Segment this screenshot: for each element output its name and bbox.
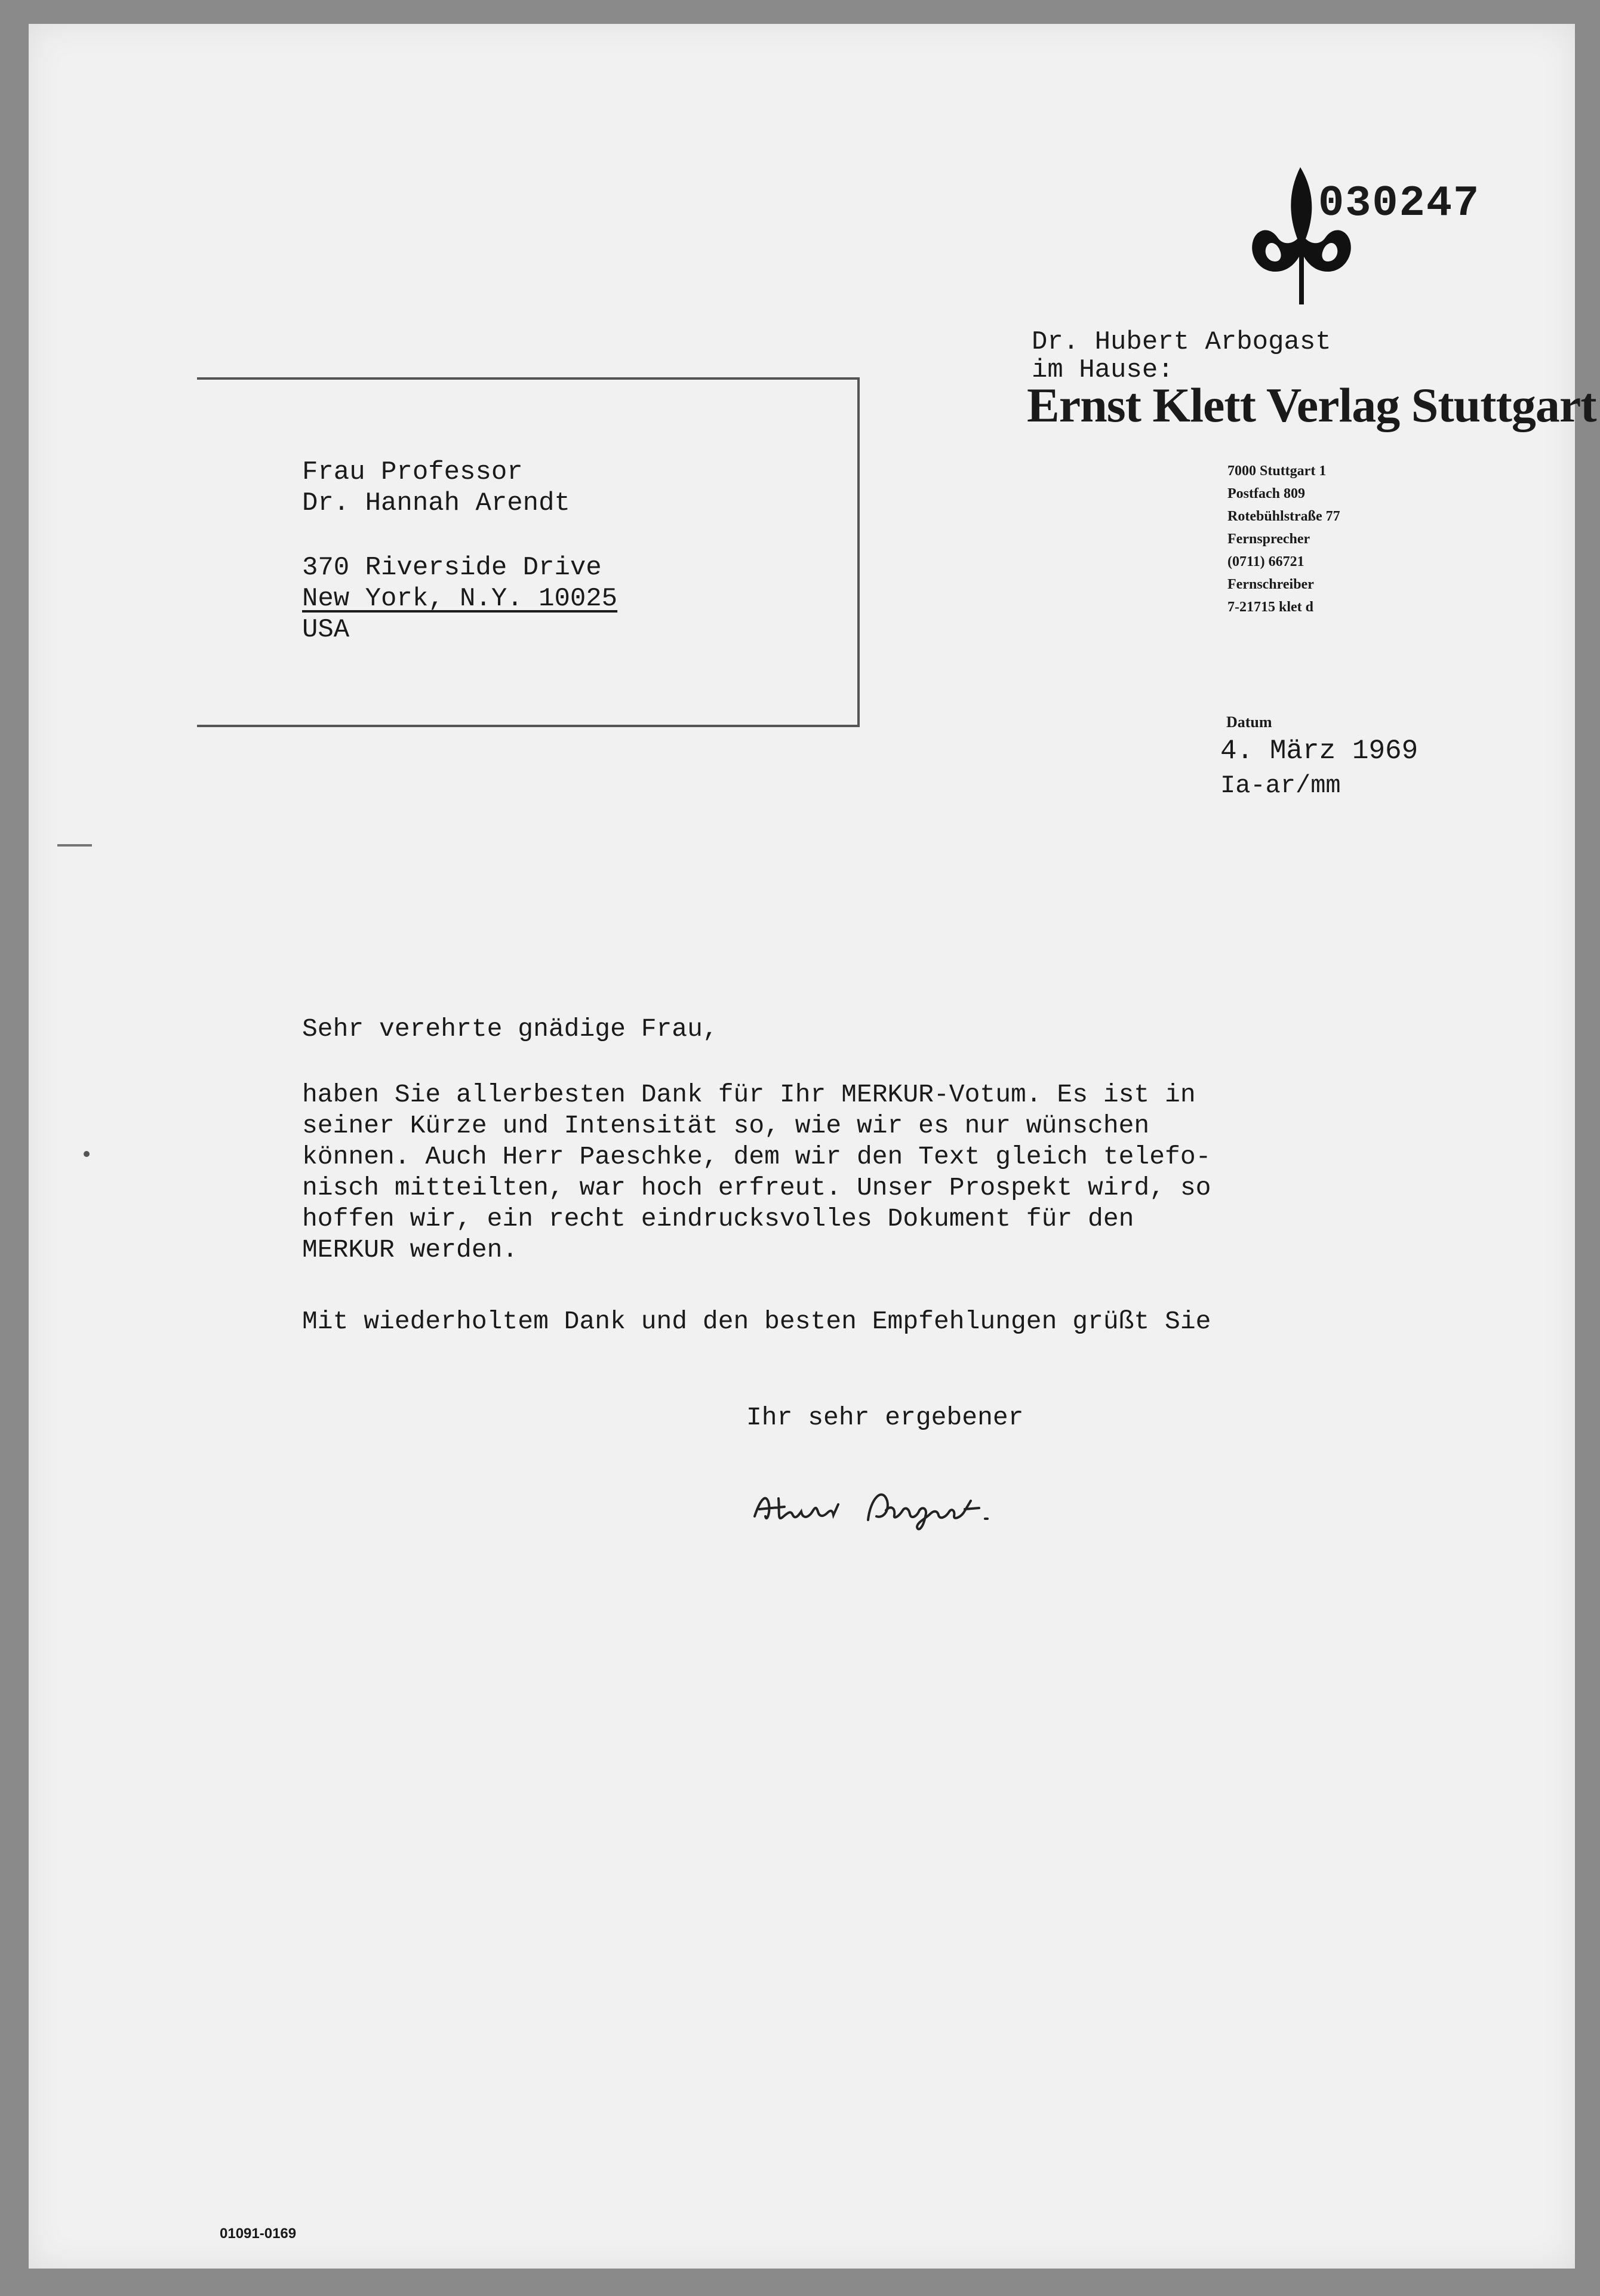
footer-code: 01091-0169 <box>220 2226 297 2242</box>
paragraph-line: MERKUR werden. <box>302 1235 518 1264</box>
punch-mark <box>84 1151 90 1157</box>
archive-number: 030247 <box>1318 179 1481 228</box>
recipient-name: Dr. Hannah Arendt <box>302 488 570 518</box>
letter-date: 4. März 1969 <box>1220 735 1419 767</box>
recipient-country: USA <box>302 615 350 645</box>
recipient-city: New York, N.Y. 10025 <box>302 584 618 614</box>
salutation: Sehr verehrte gnädige Frau, <box>302 1014 718 1044</box>
address-window <box>197 377 860 727</box>
contact-telex-label: Fernschreiber <box>1227 577 1314 592</box>
closing-phrase: Ihr sehr ergebener <box>746 1403 1024 1432</box>
paragraph-line: seiner Kürze und Intensität so, wie wir es nur wünschen <box>302 1111 1150 1140</box>
recipient-street: 370 Riverside Drive <box>302 553 602 583</box>
letter-sheet <box>29 24 1596 2269</box>
contact-telex: 7-21715 klet d <box>1227 599 1313 615</box>
paragraph-line: hoffen wir, ein recht eindrucksvolles Dokument für den <box>302 1204 1134 1233</box>
greeting-line: Mit wiederholtem Dank und den besten Empfehlungen grüßt Sie <box>302 1307 1211 1336</box>
sender-name: Dr. Hubert Arbogast <box>1032 327 1331 357</box>
contact-postfach: Postfach 809 <box>1227 486 1305 501</box>
contact-postcode: 7000 Stuttgart 1 <box>1227 463 1327 479</box>
handwritten-signature <box>749 1481 1059 1534</box>
reference-code: Ia-ar/mm <box>1220 771 1341 800</box>
contact-street: Rotebühlstraße 77 <box>1227 509 1340 524</box>
paragraph-line: nisch mitteilten, war hoch erfreut. Unser Prospekt wird, so <box>302 1173 1211 1202</box>
contact-phone-label: Fernsprecher <box>1227 531 1310 547</box>
recipient-title: Frau Professor <box>302 457 523 487</box>
paragraph-line: können. Auch Herr Paeschke, dem wir den Text gleich telefo- <box>302 1142 1211 1171</box>
date-label: Datum <box>1226 713 1272 731</box>
fold-mark <box>57 844 92 847</box>
paragraph-line: haben Sie allerbesten Dank für Ihr MERKUR-Votum. Es ist in <box>302 1080 1196 1109</box>
publisher-name: Ernst Klett Verlag Stuttgart <box>1027 378 1596 432</box>
sender-note: im Hause: <box>1032 355 1174 385</box>
contact-phone: (0711) 66721 <box>1227 554 1304 570</box>
